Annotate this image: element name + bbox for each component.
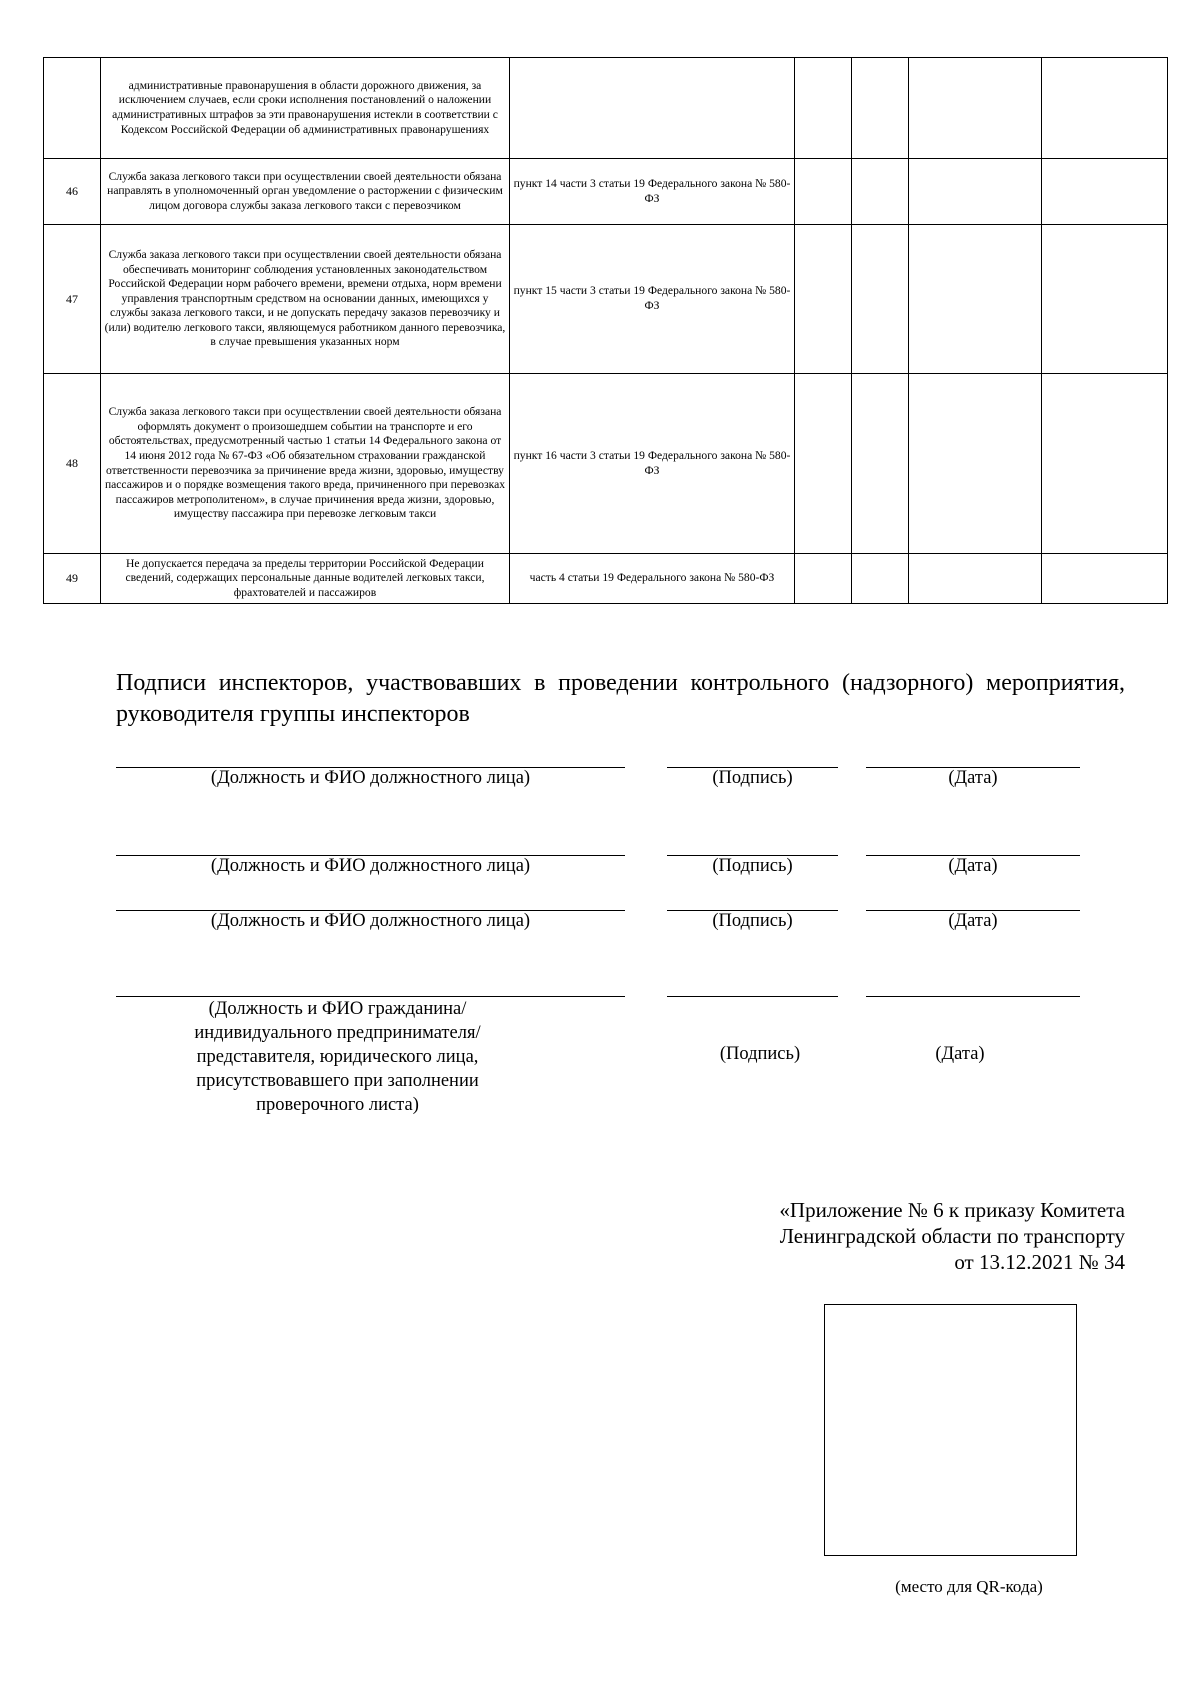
row-number: 47	[44, 225, 101, 374]
reference-cell: пункт 16 части 3 статьи 19 Федерального закона № 580-ФЗ	[510, 374, 795, 554]
position-caption: (Должность и ФИО должностного лица)	[210, 768, 531, 788]
date-caption: (Дата)	[948, 856, 998, 876]
note-cell	[1042, 225, 1168, 374]
signature-caption: (Подпись)	[712, 911, 793, 931]
answer-not-applicable-cell	[909, 374, 1042, 554]
reference-cell: пункт 14 части 3 статьи 19 Федерального закона № 580-ФЗ	[510, 159, 795, 225]
row-number: 46	[44, 159, 101, 225]
reference-cell: часть 4 статьи 19 Федерального закона № 580-ФЗ	[510, 554, 795, 604]
position-caption: (Должность и ФИО должностного лица)	[210, 911, 531, 931]
position-caption: (Должность и ФИО должностного лица)	[210, 856, 531, 876]
appendix-line: Ленинградской области по транспорту	[779, 1224, 1125, 1248]
reference-cell: пункт 15 части 3 статьи 19 Федерального закона № 580-ФЗ	[510, 225, 795, 374]
requirement-cell: Служба заказа легкового такси при осуществлении своей деятельности обязана направлять в уполномоченный орган уведомление о расторжении с физическим лицом договора службы заказа легкового такси с перевозчиком	[101, 159, 510, 225]
requirement-cell: Служба заказа легкового такси при осуществлении своей деятельности обязана обеспечивать мониторинг соблюдения установленных законодательством Российской Федерации норм рабочего времени, времени отдыха, норм времени управления транспортным средством на основании данных, имеющихся у службы заказа легкового такси, и не допускать передачу заказов перевозчику и (или) водителю легкового такси, являющемуся работником данного перевозчика, в случае превышения указанных норм	[101, 225, 510, 374]
answer-yes-cell	[795, 159, 852, 225]
table-row	[44, 554, 1168, 604]
requirement-cell: административные правонарушения в области дорожного движения, за исключением случаев, если сроки исполнения постановлений о наложении административных штрафов за эти правонарушения истекли в соответствии с Кодексом Российской Федерации об административных правонарушениях	[101, 58, 510, 159]
note-cell	[1042, 374, 1168, 554]
answer-not-applicable-cell	[909, 159, 1042, 225]
table-row	[44, 374, 1168, 554]
answer-yes-cell	[795, 374, 852, 554]
signatures-heading: Подписи инспекторов, участвовавших в проведении контрольного (надзорного) мероприятия, руководителя группы инспекторов	[116, 670, 1125, 727]
table-row	[44, 225, 1168, 374]
answer-no-cell	[852, 225, 909, 374]
appendix-line: «Приложение № 6 к приказу Комитета	[779, 1198, 1125, 1222]
requirement-cell: Служба заказа легкового такси при осуществлении своей деятельности обязана оформлять документ о произошедшем событии на транспорте и его обстоятельствах, предусмотренный частью 1 статьи 14 Федерального закона от 14 июня 2012 года № 67-ФЗ «Об обязательном страховании гражданской ответственности перевозчика за причинение вреда жизни, здоровью, имуществу пассажиров и о порядке возмещения такого вреда, причиненного при перевозках пассажиров метрополитеном», в случае причинения вреда жизни, здоровью, имуществу пассажира при перевозке легковым такси	[101, 374, 510, 554]
table-row	[44, 58, 1168, 159]
qr-code-caption: (место для QR-кода)	[895, 1577, 1043, 1596]
note-cell	[1042, 554, 1168, 604]
row-number: 49	[44, 554, 101, 604]
signature-caption: (Подпись)	[719, 1044, 801, 1064]
reference-cell	[510, 58, 795, 159]
checklist-table	[43, 57, 1168, 604]
qr-code-placeholder	[824, 1304, 1077, 1556]
answer-not-applicable-cell	[909, 554, 1042, 604]
requirement-cell: Не допускается передача за пределы территории Российской Федерации сведений, содержащих персональные данные водителей легковых такси, фрахтователей и пассажиров	[101, 554, 510, 604]
table-row	[44, 159, 1168, 225]
citizen-caption: (Должность и ФИО гражданина/индивидуального предпринимателя/представителя, юридического лица, присутствовавшего при заполнении проверочного листа)	[194, 999, 481, 1115]
row-number: 48	[44, 374, 101, 554]
answer-no-cell	[852, 58, 909, 159]
answer-yes-cell	[795, 225, 852, 374]
answer-no-cell	[852, 554, 909, 604]
date-caption: (Дата)	[948, 911, 998, 931]
signature-caption: (Подпись)	[712, 856, 793, 876]
note-cell	[1042, 159, 1168, 225]
date-caption: (Дата)	[948, 768, 998, 788]
signature-caption: (Подпись)	[712, 768, 793, 788]
appendix-reference	[640, 1197, 1125, 1275]
answer-yes-cell	[795, 554, 852, 604]
signature-line	[667, 996, 838, 997]
note-cell	[1042, 58, 1168, 159]
answer-no-cell	[852, 159, 909, 225]
answer-no-cell	[852, 374, 909, 554]
answer-not-applicable-cell	[909, 225, 1042, 374]
date-caption: (Дата)	[935, 1044, 985, 1064]
appendix-line: от 13.12.2021 № 34	[954, 1250, 1125, 1274]
date-line	[866, 996, 1080, 997]
row-number	[44, 58, 101, 159]
answer-not-applicable-cell	[909, 58, 1042, 159]
answer-yes-cell	[795, 58, 852, 159]
